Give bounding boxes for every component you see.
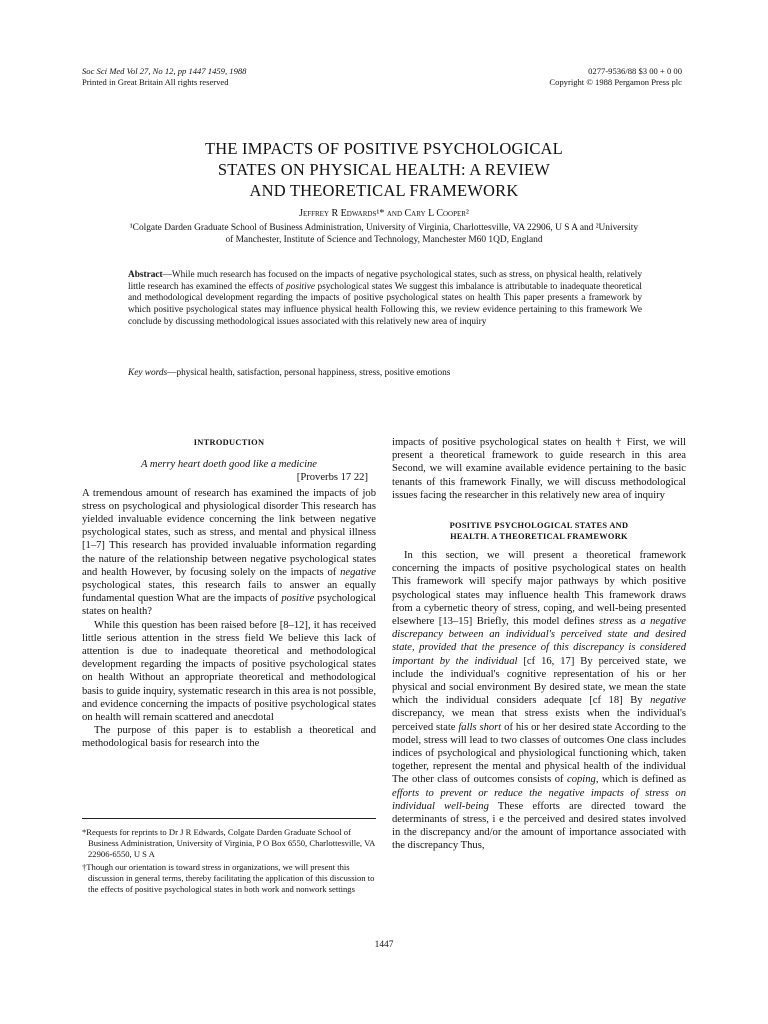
fw-text-6: , which is defined as [595, 774, 686, 786]
abstract [128, 270, 642, 329]
fw-text-7: These efforts are directed toward the determinants of stress, i e the perceived and desired states involved in the discrepancy and/or the amount of importance associated with the discrepancy Thus, [392, 800, 686, 852]
fw-em-definition: a negative discrepancy between an individual's perceived state and desired state, provided that the presence of this discrepancy is considered important by the individual [392, 616, 686, 667]
journal-header [82, 66, 246, 88]
abstract-text-1: —While much research has focused on the impacts of negative psychological states, such as stress, on physical health, relatively little research has examined the effects of [128, 270, 642, 292]
fw-em-negative: negative [650, 695, 686, 707]
paper-title [120, 138, 648, 201]
footnote-reprints: *Requests for reprints to Dr J R Edwards, Colgate Darden Graduate School of Business Administration, University of Virginia, P O Box 6550, Charlottesville, VA 22906-6550, U S A [82, 827, 375, 859]
left-column [82, 436, 376, 751]
fw-text-5: of his or her desired state According to the model, stress will lead to two classes of outcomes One class includes indices of psychological and physiological functioning which, taken together, represent the mental and physical health of the individual The other class of outcomes consists of [392, 721, 686, 786]
title-line-1: THE IMPACTS OF POSITIVE PSYCHOLOGICAL [205, 139, 563, 158]
fw-em-stress: stress [598, 616, 623, 628]
intro-p1-em-negative: negative [340, 566, 376, 578]
intro-continuation: impacts of positive psychological states on health † First, we will present a theoretical framework to guide research in this area Second, we will examine available evidence pertaining to the basic tenants of this framework Finally, we will discuss methodological issues facing the researcher in this relatively new area of inquiry [392, 437, 686, 501]
title-line-2: STATES ON PHYSICAL HEALTH: A REVIEW [217, 160, 551, 179]
keywords-label: Key words [128, 368, 168, 378]
abstract-emphasis: positive [286, 281, 315, 292]
fw-text-3: [cf 16, 17] By perceived state, we include the individual's cognitive representation of his or her physical and social environment By desired state, we mean the state which the individual considers adequate [cf 18] By [392, 655, 687, 707]
intro-paragraph-2: While this question has been raised before [8–12], it has received little serious attention in the stress field We believe this lack of attention is due to inadequate theoretical and methodological development regarding the impacts of positive psychological states on health Without an appropriate theoretical and methodological basis to guide inquiry, systematic research in this area is not possible, and evidence concerning the impacts of positive psychological states on health will remain scattered and anecdotal [82, 619, 376, 724]
fw-text-2: as [622, 616, 641, 628]
journal-citation: Soc Sci Med Vol 27, No 12, pp 1447 1459, 1988 [82, 66, 247, 76]
keywords [128, 368, 642, 378]
right-column [392, 436, 686, 853]
framework-heading-line-2: HEALTH. A THEORETICAL FRAMEWORK [450, 532, 628, 542]
printed-notice: Printed in Great Britain All rights reserved [82, 77, 229, 87]
intro-p1-text-b: psychological states, this research fails to answer an equally fundamental question What are the impacts of [82, 580, 376, 605]
footnotes [82, 818, 376, 897]
epigraph-reference: [Proverbs 17 22] [296, 472, 368, 484]
page-number: 1447 [374, 940, 394, 950]
fw-em-coping: coping [567, 774, 596, 786]
fw-em-coping-definition: efforts to prevent or reduce the negative impacts of stress on individual well-being [392, 787, 686, 812]
framework-paragraph [392, 549, 686, 853]
intro-paragraph-1 [82, 487, 376, 619]
affiliations: ¹Colgate Darden Graduate School of Business Administration, University of Virginia, Charlottesville, VA 22906, U S A and ²University of Manchester, Institute of Science and Technology, Manchester M60 1QD, England [129, 223, 639, 246]
title-line-3: AND THEORETICAL FRAMEWORK [249, 181, 519, 200]
footnote-orientation: †Though our orientation is toward stress in organizations, we will present this discussion in general terms, thereby facilitating the application of this discussion to the effects of positive psychological states in both work and nonwork settings [82, 862, 375, 894]
epigraph: A merry heart doeth good like a medicine [140, 459, 318, 471]
fw-em-falls-short: falls short [458, 721, 502, 733]
framework-heading [392, 520, 686, 542]
authors: Jeffrey R Edwards¹* and Cary L Cooper² [299, 208, 469, 219]
copyright: Copyright © 1988 Pergamon Press plc [549, 77, 682, 87]
fw-text-1: In this section, we will present a theoretical framework concerning the impacts of positive psychological states on health This framework will specify major pathways by which positive psychological states may influence health This framework draws from a cybernetic theory of stress, coping, and well-being presented elsewhere [13–15] Briefly, this model defines [392, 550, 686, 628]
framework-heading-line-1: POSITIVE PSYCHOLOGICAL STATES AND [449, 521, 629, 531]
intro-p1-em-positive: positive [281, 593, 315, 605]
abstract-label: Abstract [128, 270, 163, 280]
intro-p1-text-c: psychological states on health? [82, 593, 376, 618]
introduction-heading: INTRODUCTION [193, 438, 265, 447]
abstract-text-2: psychological states We suggest this imbalance is attributable to inadequate theoretical and methodological development regarding the impacts of positive psychological states on health This paper presents a framework by which positive psychological states may influence physical health Following this, we review evidence pertaining to this framework We conclude by discussing methodological issues associated with this relatively new area of inquiry [128, 281, 642, 327]
issn: 0277-9536/88 $3 00 + 0 00 [588, 66, 682, 76]
copyright-header [549, 66, 682, 88]
intro-p1-text-a: A tremendous amount of research has examined the impacts of job stress on psychological and physiological disorder This research has yielded invaluable evidence concerning the link between negative psychological states, such as stress, and mental and physical illness [1–7] This research has provided invaluable information regarding the nature of the relationship between negative psychological states and health However, by focusing solely on the impacts of [82, 487, 376, 578]
keywords-text: —physical health, satisfaction, personal happiness, stress, positive emotions [167, 368, 451, 378]
fw-text-4: discrepancy, we mean that stress exists when the individual's perceived state [392, 708, 686, 733]
intro-paragraph-3: The purpose of this paper is to establish a theoretical and methodological basis for research into the [82, 725, 376, 750]
